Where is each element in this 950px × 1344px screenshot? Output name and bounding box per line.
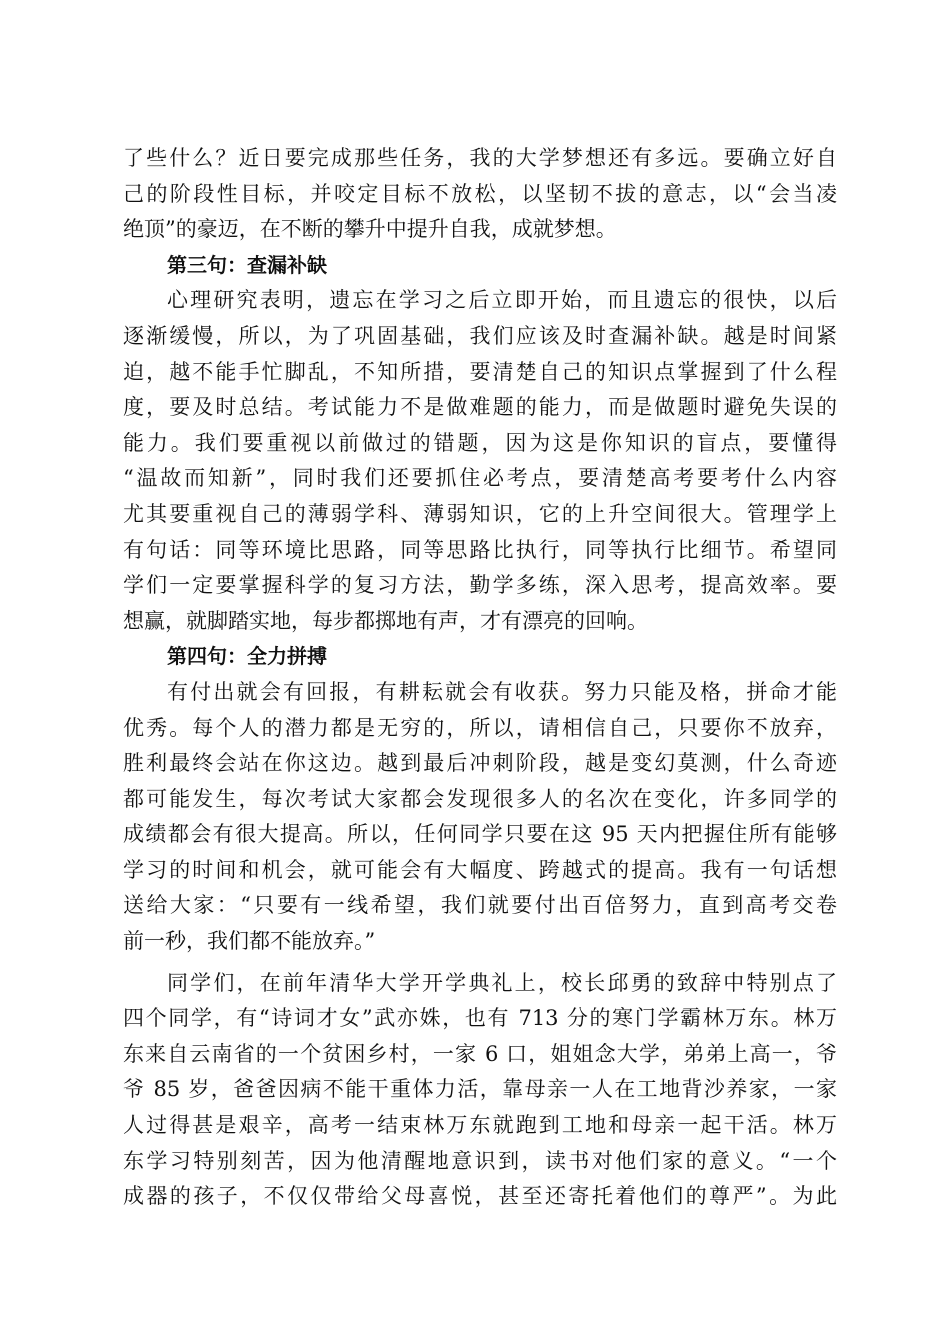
text-line: 度，要及时总结。考试能力不是做难题的能力，而是做题时避免失误的 — [123, 395, 837, 420]
text-line: 有句话：同等环境比思路，同等思路比执行，同等执行比细节。希望同 — [123, 537, 837, 562]
text-line: 绝顶”的豪迈，在不断的攀升中提升自我，成就梦想。 — [123, 217, 617, 242]
text-line: 己的阶段性目标，并咬定目标不放松，以坚韧不拔的意志，以“会当凌 — [123, 181, 837, 206]
text-line: 人过得甚是艰辛，高考一结束林万东就跑到工地和母亲一起干活。林万 — [123, 1113, 837, 1138]
text-line: 东学习特别刻苦，因为他清醒地意识到，读书对他们家的意义。“一个 — [123, 1148, 837, 1173]
section-heading-3: 第三句：查漏补缺 — [167, 252, 327, 277]
text-line: 成绩都会有很大提高。所以，任何同学只要在这 95 天内把握住所有能够 — [123, 822, 837, 847]
text-line: 能力。我们要重视以前做过的错题，因为这是你知识的盲点，要懂得 — [123, 430, 837, 455]
text-line: 迫，越不能手忙脚乱，不知所措，要清楚自己的知识点掌握到了什么程 — [123, 359, 837, 384]
text-line: “温故而知新”，同时我们还要抓住必考点，要清楚高考要考什么内容 — [123, 466, 837, 491]
text-line: 逐渐缓慢，所以，为了巩固基础，我们应该及时查漏补缺。越是时间紧 — [123, 323, 837, 348]
text-line: 尤其要重视自己的薄弱学科、薄弱知识，它的上升空间很大。管理学上 — [123, 501, 837, 526]
document-page — [123, 141, 837, 1215]
section-heading-4: 第四句：全力拼搏 — [167, 644, 327, 669]
text-line: 送给大家：“只要有一线希望，我们就要付出百倍努力，直到高考交卷 — [123, 893, 837, 918]
text-line: 学习的时间和机会，就可能会有大幅度、跨越式的提高。我有一句话想 — [123, 857, 837, 882]
paragraph-continuation — [123, 141, 837, 248]
text-line: 成器的孩子，不仅仅带给父母喜悦，甚至还寄托着他们的尊严”。为此 — [123, 1184, 837, 1209]
text-line: 都可能发生，每次考试大家都会发现很多人的名次在变化，许多同学的 — [123, 786, 837, 811]
section-3-body — [123, 283, 837, 639]
text-line: 了些什么？近日要完成那些任务，我的大学梦想还有多远。要确立好自 — [123, 146, 837, 170]
text-line: 有付出就会有回报，有耕耘就会有收获。努力只能及格，拼命才能 — [167, 679, 837, 704]
text-line: 心理研究表明，遗忘在学习之后立即开始，而且遗忘的很快，以后 — [167, 288, 837, 313]
text-line: 东来自云南省的一个贫困乡村，一家 6 口，姐姐念大学，弟弟上高一，爷 — [123, 1041, 837, 1066]
text-line: 优秀。每个人的潜力都是无穷的，所以，请相信自己，只要你不放弃， — [123, 715, 837, 740]
section-4-body — [123, 675, 837, 960]
text-line: 学们一定要掌握科学的复习方法，勤学多练，深入思考，提高效率。要 — [123, 573, 837, 598]
text-line: 爷 85 岁，爸爸因病不能干重体力活，靠母亲一人在工地背沙养家，一家 — [123, 1077, 837, 1102]
text-line: 想赢，就脚踏实地，每步都掷地有声，才有漂亮的回响。 — [123, 608, 648, 633]
text-line: 胜利最终会站在你这边。越到最后冲刺阶段，越是变幻莫测，什么奇迹 — [123, 751, 837, 776]
text-line: 四个同学，有“诗词才女”武亦姝，也有 713 分的寒门学霸林万东。林万 — [123, 1006, 837, 1031]
text-line: 前一秒，我们都不能放弃。” — [123, 929, 376, 954]
text-line: 同学们，在前年清华大学开学典礼上，校长邱勇的致辞中特别点了 — [167, 970, 837, 995]
paragraph-tsinghua — [123, 966, 837, 1215]
